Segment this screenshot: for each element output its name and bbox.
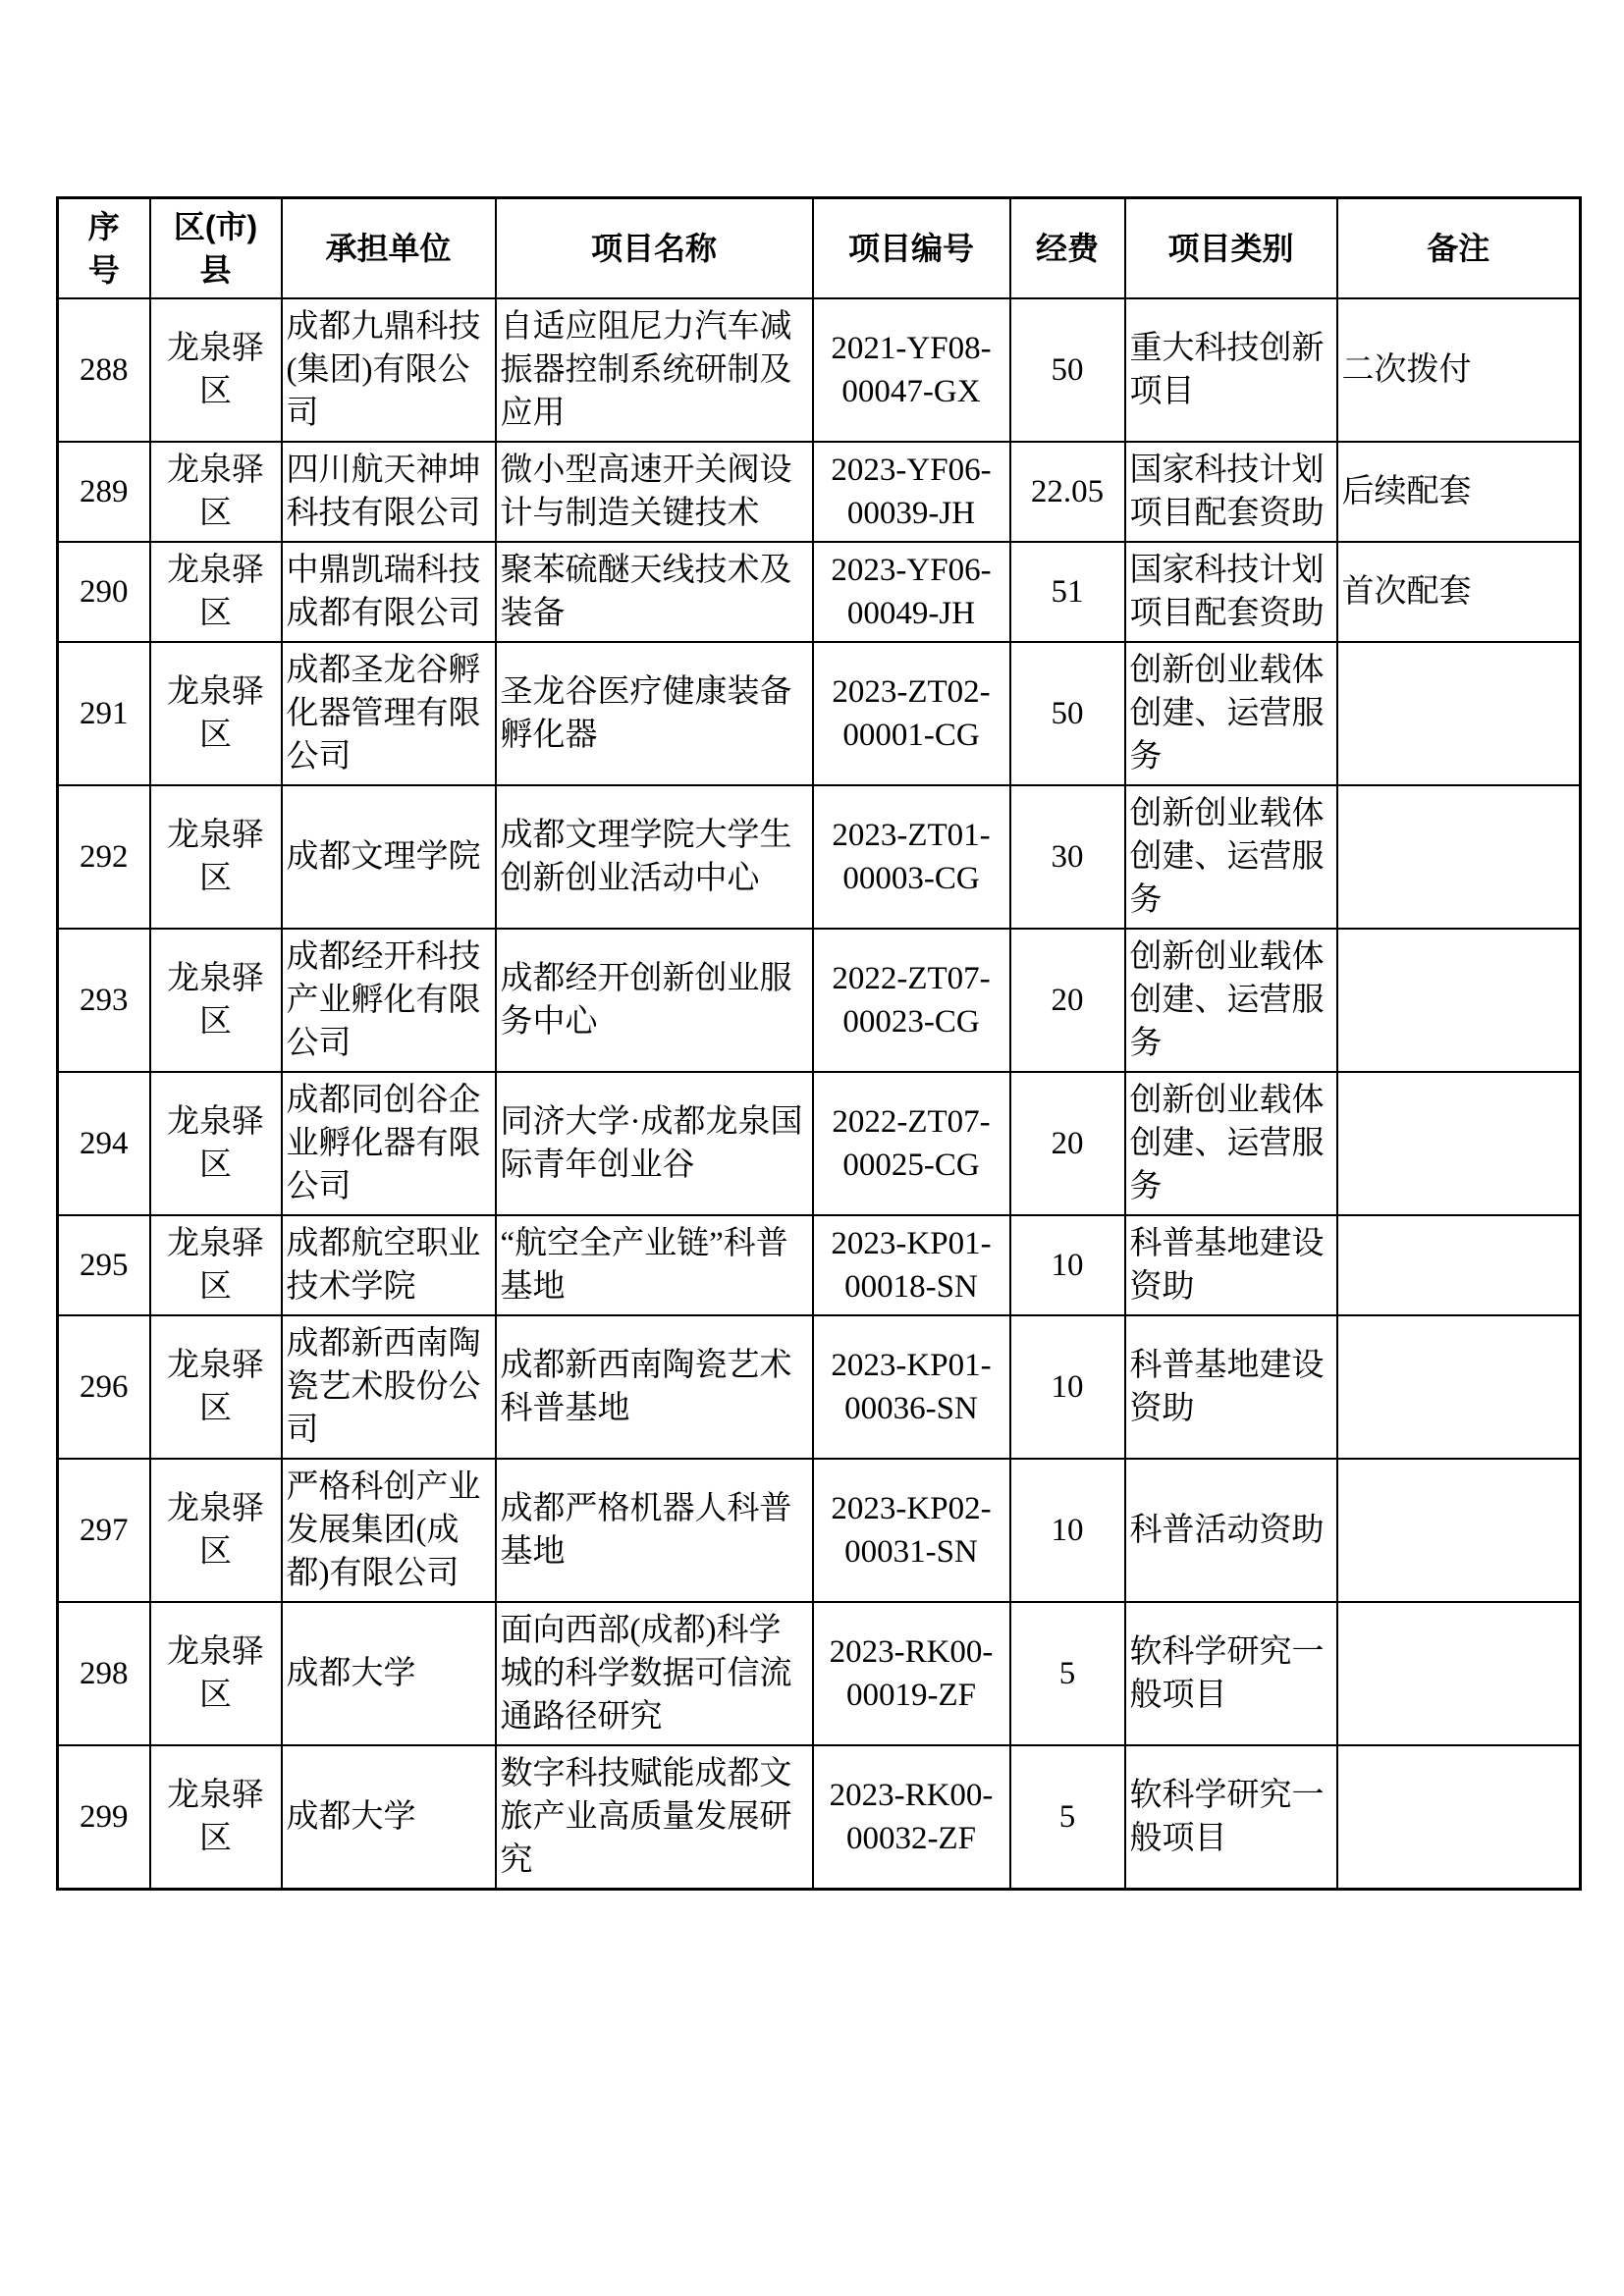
table-row <box>58 1602 1581 1745</box>
cell-no: 299 <box>58 1745 150 1890</box>
cell-no: 298 <box>58 1602 150 1745</box>
cell-project-code: 2023-KP01-00018-SN <box>813 1215 1010 1315</box>
cell-project-code: 2023-ZT02-00001-CG <box>813 642 1010 785</box>
cell-category: 创新创业载体创建、运营服务 <box>1125 929 1337 1072</box>
header-project-name-label: 项目名称 <box>590 231 717 266</box>
cell-district: 龙泉驿区 <box>150 542 282 642</box>
cell-unit: 成都新西南陶瓷艺术股份公司 <box>282 1315 496 1459</box>
cell-remark: 首次配套 <box>1337 542 1581 642</box>
table-row <box>58 929 1581 1072</box>
cell-funding: 5 <box>1010 1745 1125 1890</box>
cell-project-code: 2023-RK00-00032-ZF <box>813 1745 1010 1890</box>
cell-unit: 成都大学 <box>282 1602 496 1745</box>
cell-project-code: 2023-YF06-00049-JH <box>813 542 1010 642</box>
cell-project-code: 2023-KP02-00031-SN <box>813 1459 1010 1602</box>
cell-project-name: 成都文理学院大学生创新创业活动中心 <box>496 785 813 929</box>
cell-no: 294 <box>58 1072 150 1215</box>
cell-category: 重大科技创新项目 <box>1125 298 1337 442</box>
cell-category: 科普基地建设资助 <box>1125 1215 1337 1315</box>
cell-project-code: 2023-RK00-00019-ZF <box>813 1602 1010 1745</box>
header-remark-label: 备注 <box>1427 231 1490 266</box>
cell-project-name: 成都经开创新创业服务中心 <box>496 929 813 1072</box>
cell-funding: 30 <box>1010 785 1125 929</box>
table-row <box>58 1459 1581 1602</box>
cell-no: 293 <box>58 929 150 1072</box>
cell-category: 创新创业载体创建、运营服务 <box>1125 1072 1337 1215</box>
cell-no: 295 <box>58 1215 150 1315</box>
cell-unit: 成都九鼎科技(集团)有限公司 <box>282 298 496 442</box>
header-remark <box>1337 198 1581 299</box>
cell-remark: 后续配套 <box>1337 442 1581 542</box>
header-no <box>58 198 150 299</box>
cell-funding: 10 <box>1010 1315 1125 1459</box>
cell-district: 龙泉驿区 <box>150 1745 282 1890</box>
cell-district: 龙泉驿区 <box>150 1072 282 1215</box>
cell-category: 创新创业载体创建、运营服务 <box>1125 642 1337 785</box>
cell-no: 291 <box>58 642 150 785</box>
cell-category: 软科学研究一般项目 <box>1125 1745 1337 1890</box>
cell-remark <box>1337 1315 1581 1459</box>
cell-project-code: 2023-KP01-00036-SN <box>813 1315 1010 1459</box>
table-row <box>58 542 1581 642</box>
cell-project-code: 2022-ZT07-00023-CG <box>813 929 1010 1072</box>
table-row <box>58 1072 1581 1215</box>
header-funding-label: 经费 <box>1035 231 1099 266</box>
cell-unit: 成都圣龙谷孵化器管理有限公司 <box>282 642 496 785</box>
header-project-code <box>813 198 1010 299</box>
cell-district: 龙泉驿区 <box>150 1215 282 1315</box>
cell-funding: 50 <box>1010 298 1125 442</box>
cell-project-name: 微小型高速开关阀设计与制造关键技术 <box>496 442 813 542</box>
table-row <box>58 298 1581 442</box>
cell-project-name: 同济大学·成都龙泉国际青年创业谷 <box>496 1072 813 1215</box>
cell-no: 288 <box>58 298 150 442</box>
header-category-label: 项目类别 <box>1167 231 1294 266</box>
cell-project-code: 2021-YF08-00047-GX <box>813 298 1010 442</box>
table-row <box>58 442 1581 542</box>
cell-category: 科普活动资助 <box>1125 1459 1337 1602</box>
cell-project-name: 自适应阻尼力汽车减振器控制系统研制及应用 <box>496 298 813 442</box>
cell-project-code: 2023-ZT01-00003-CG <box>813 785 1010 929</box>
cell-funding: 22.05 <box>1010 442 1125 542</box>
cell-district: 龙泉驿区 <box>150 1459 282 1602</box>
cell-project-name: 数字科技赋能成都文旅产业高质量发展研究 <box>496 1745 813 1890</box>
cell-unit: 成都航空职业技术学院 <box>282 1215 496 1315</box>
cell-district: 龙泉驿区 <box>150 929 282 1072</box>
cell-funding: 51 <box>1010 542 1125 642</box>
cell-no: 296 <box>58 1315 150 1459</box>
header-project-code-label: 项目编号 <box>847 231 974 266</box>
cell-district: 龙泉驿区 <box>150 1315 282 1459</box>
cell-no: 289 <box>58 442 150 542</box>
header-funding <box>1010 198 1125 299</box>
table-row <box>58 1215 1581 1315</box>
header-district-label: 区(市)县 <box>173 209 258 288</box>
header-no-label: 序号 <box>87 209 120 288</box>
cell-remark <box>1337 1072 1581 1215</box>
cell-remark <box>1337 1602 1581 1745</box>
cell-project-name: 圣龙谷医疗健康装备孵化器 <box>496 642 813 785</box>
cell-district: 龙泉驿区 <box>150 298 282 442</box>
cell-remark <box>1337 929 1581 1072</box>
cell-project-name: 成都严格机器人科普基地 <box>496 1459 813 1602</box>
cell-no: 292 <box>58 785 150 929</box>
header-project-name <box>496 198 813 299</box>
cell-funding: 20 <box>1010 1072 1125 1215</box>
table-row <box>58 1315 1581 1459</box>
header-unit-label: 承担单位 <box>325 231 452 266</box>
cell-district: 龙泉驿区 <box>150 642 282 785</box>
cell-project-code: 2023-YF06-00039-JH <box>813 442 1010 542</box>
project-funding-table <box>56 196 1582 1891</box>
table-row <box>58 785 1581 929</box>
cell-remark <box>1337 1745 1581 1890</box>
cell-unit: 成都大学 <box>282 1745 496 1890</box>
cell-project-name: 聚苯硫醚天线技术及装备 <box>496 542 813 642</box>
cell-funding: 50 <box>1010 642 1125 785</box>
cell-project-code: 2022-ZT07-00025-CG <box>813 1072 1010 1215</box>
cell-unit: 四川航天神坤科技有限公司 <box>282 442 496 542</box>
cell-project-name: 面向西部(成都)科学城的科学数据可信流通路径研究 <box>496 1602 813 1745</box>
table-row <box>58 1745 1581 1890</box>
cell-funding: 10 <box>1010 1215 1125 1315</box>
cell-funding: 20 <box>1010 929 1125 1072</box>
cell-no: 297 <box>58 1459 150 1602</box>
cell-district: 龙泉驿区 <box>150 785 282 929</box>
cell-category: 国家科技计划项目配套资助 <box>1125 442 1337 542</box>
header-district <box>150 198 282 299</box>
cell-project-name: “航空全产业链”科普基地 <box>496 1215 813 1315</box>
table-body <box>58 298 1581 1890</box>
cell-no: 290 <box>58 542 150 642</box>
cell-funding: 5 <box>1010 1602 1125 1745</box>
cell-district: 龙泉驿区 <box>150 1602 282 1745</box>
cell-remark <box>1337 1215 1581 1315</box>
cell-remark <box>1337 642 1581 785</box>
table-row <box>58 642 1581 785</box>
cell-unit: 中鼎凯瑞科技成都有限公司 <box>282 542 496 642</box>
cell-project-name: 成都新西南陶瓷艺术科普基地 <box>496 1315 813 1459</box>
header-unit <box>282 198 496 299</box>
cell-category: 科普基地建设资助 <box>1125 1315 1337 1459</box>
header-category <box>1125 198 1337 299</box>
cell-remark: 二次拨付 <box>1337 298 1581 442</box>
cell-unit: 成都文理学院 <box>282 785 496 929</box>
cell-category: 软科学研究一般项目 <box>1125 1602 1337 1745</box>
cell-category: 国家科技计划项目配套资助 <box>1125 542 1337 642</box>
cell-funding: 10 <box>1010 1459 1125 1602</box>
table-header-row <box>58 198 1581 299</box>
cell-unit: 严格科创产业发展集团(成都)有限公司 <box>282 1459 496 1602</box>
cell-unit: 成都经开科技产业孵化有限公司 <box>282 929 496 1072</box>
cell-unit: 成都同创谷企业孵化器有限公司 <box>282 1072 496 1215</box>
cell-remark <box>1337 785 1581 929</box>
cell-district: 龙泉驿区 <box>150 442 282 542</box>
cell-category: 创新创业载体创建、运营服务 <box>1125 785 1337 929</box>
cell-remark <box>1337 1459 1581 1602</box>
